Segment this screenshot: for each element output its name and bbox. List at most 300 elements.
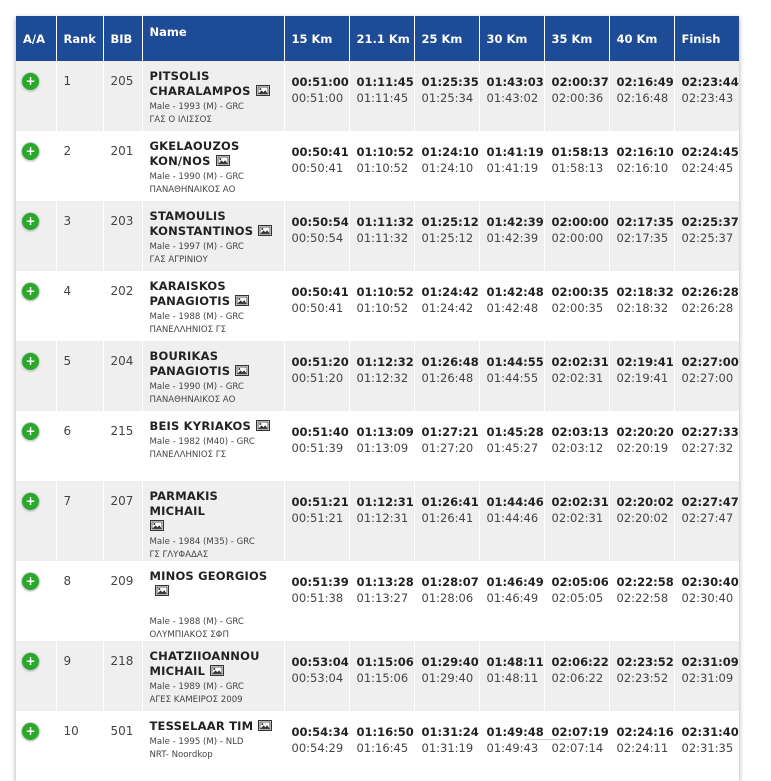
chip-time: 01:15:06 [356, 671, 409, 685]
split-cell [349, 711, 414, 781]
expand-row-button[interactable]: + [22, 423, 39, 440]
chip-time: 00:50:54 [291, 231, 344, 245]
split-cell [479, 711, 544, 781]
chip-time: 01:16:45 [356, 741, 409, 755]
results-table [16, 16, 739, 781]
rank-value: 10 [63, 724, 79, 738]
athlete-club: ΓΑΣ ΑΓΡΙΝΙΟΥ [149, 255, 208, 265]
athlete-details: Male - 1990 (M) - GRC [149, 382, 244, 392]
image-icon[interactable] [256, 85, 270, 100]
athlete-details: Male - 1982 (M40) - GRC [149, 437, 255, 447]
athlete-name[interactable] [150, 209, 278, 240]
col-header-name[interactable]: Name [142, 16, 284, 61]
expand-row-button[interactable]: + [22, 573, 39, 590]
chip-time: 01:25:34 [421, 91, 474, 105]
bib-cell [103, 561, 142, 641]
split-cell [284, 561, 349, 641]
split-cell [609, 481, 674, 561]
split-cell [544, 61, 609, 131]
athlete-name[interactable] [150, 489, 278, 535]
chip-time: 02:23:52 [616, 671, 669, 685]
gun-time: 01:42:48 [486, 285, 544, 299]
chip-time: 02:00:00 [551, 231, 604, 245]
split-cell [414, 131, 479, 201]
rank-value: 9 [63, 654, 72, 668]
athlete-club: NRT- Noordkop [149, 750, 213, 760]
expand-row-button[interactable]: + [22, 653, 39, 670]
table-row [16, 411, 739, 481]
name-cell [142, 411, 284, 481]
col-header-rank[interactable]: Rank [56, 16, 103, 61]
gun-time: 00:51:40 [291, 425, 349, 439]
chip-time: 02:19:41 [616, 371, 669, 385]
split-cell [414, 561, 479, 641]
athlete-name[interactable] [150, 279, 278, 310]
split-cell [674, 481, 739, 561]
image-icon[interactable] [256, 420, 270, 435]
rank-value: 2 [63, 144, 72, 158]
split-cell [479, 641, 544, 711]
split-cell [544, 131, 609, 201]
split-cell [349, 61, 414, 131]
athlete-name-line: GKELAOUZOS [149, 139, 240, 153]
chip-time: 00:51:20 [291, 371, 344, 385]
split-cell [609, 201, 674, 271]
split-cell [674, 561, 739, 641]
split-cell [674, 711, 739, 781]
athlete-details: Male - 1988 (M) - GRC [149, 312, 244, 322]
athlete-name[interactable] [150, 569, 278, 615]
gun-time: 00:50:41 [291, 145, 349, 159]
bib-value: 501 [110, 724, 134, 738]
rank-value: 4 [63, 284, 72, 298]
chip-time: 01:12:31 [356, 511, 409, 525]
split-cell [674, 201, 739, 271]
image-icon[interactable] [210, 665, 224, 680]
chip-time: 01:26:41 [421, 511, 474, 525]
gun-time: 01:10:52 [356, 145, 414, 159]
col-header-40km[interactable]: 40 Km [609, 16, 674, 61]
gun-time: 00:54:34 [291, 725, 349, 739]
athlete-club: ΓΣ ΓΛΥΦΑΔΑΣ [149, 550, 209, 560]
bib-cell [103, 411, 142, 481]
split-cell [414, 341, 479, 411]
chip-time: 02:18:32 [616, 301, 669, 315]
table-row [16, 641, 739, 711]
gun-time: 02:17:35 [616, 215, 674, 229]
gun-time: 02:00:00 [551, 215, 609, 229]
gun-time: 01:26:41 [421, 495, 479, 509]
results-body [16, 61, 739, 781]
chip-time: 00:51:00 [291, 91, 344, 105]
aa-cell [16, 641, 56, 711]
aa-cell [16, 201, 56, 271]
gun-time: 02:18:32 [616, 285, 674, 299]
split-cell [609, 271, 674, 341]
split-cell [284, 201, 349, 271]
name-cell [142, 341, 284, 411]
gun-time: 01:41:19 [486, 145, 544, 159]
expand-row-button[interactable]: + [22, 493, 39, 510]
chip-time: 01:42:39 [486, 231, 539, 245]
athlete-name[interactable] [150, 349, 278, 380]
rank-value: 7 [63, 494, 72, 508]
name-cell [142, 131, 284, 201]
bib-value: 205 [110, 74, 134, 88]
gun-time: 02:24:16 [616, 725, 674, 739]
split-cell [349, 201, 414, 271]
split-cell [349, 411, 414, 481]
split-cell [349, 131, 414, 201]
athlete-details: Male - 1997 (M) - GRC [149, 242, 244, 252]
bib-cell [103, 641, 142, 711]
col-header-21km[interactable]: 21.1 Km [349, 16, 414, 61]
chip-time: 01:49:43 [486, 741, 539, 755]
gun-time: 01:13:28 [356, 575, 414, 589]
chip-time: 01:10:52 [356, 161, 409, 175]
image-icon[interactable] [235, 295, 249, 310]
chip-time: 01:24:42 [421, 301, 474, 315]
rank-cell [56, 61, 103, 131]
gun-time: 02:20:20 [616, 425, 674, 439]
split-cell [349, 341, 414, 411]
bib-cell [103, 481, 142, 561]
split-cell [414, 711, 479, 781]
gun-time: 02:31:40 [681, 725, 739, 739]
aa-cell [16, 61, 56, 131]
athlete-name[interactable] [150, 649, 278, 680]
gun-time: 01:43:03 [486, 75, 544, 89]
split-cell [609, 561, 674, 641]
athlete-name-line: PARMAKIS MICHAIL [149, 489, 219, 518]
col-header-30km[interactable]: 30 Km [479, 16, 544, 61]
col-header-15km[interactable]: 15 Km [284, 16, 349, 61]
athlete-details: Male - 1995 (M) - NLD [149, 737, 244, 747]
gun-time: 01:42:39 [486, 215, 544, 229]
gun-time: 01:11:32 [356, 215, 414, 229]
athlete-club: ΓΑΣ Ο ΙΛΙΣΣΟΣ [149, 115, 212, 125]
athlete-name-line: CHATZIIOANNOU [149, 649, 260, 663]
gun-time: 01:25:12 [421, 215, 479, 229]
chip-time: 02:17:35 [616, 231, 669, 245]
split-cell [544, 341, 609, 411]
gun-time: 01:44:46 [486, 495, 544, 509]
chip-time: 02:27:47 [681, 511, 734, 525]
image-icon[interactable] [258, 720, 272, 735]
split-cell [414, 271, 479, 341]
gun-time: 02:03:13 [551, 425, 609, 439]
image-icon[interactable] [216, 155, 230, 170]
split-cell [284, 341, 349, 411]
gun-time: 01:25:35 [421, 75, 479, 89]
athlete-club: ΠΑΝΕΛΛΗΝΙΟΣ ΓΣ [149, 325, 227, 335]
gun-time: 02:06:22 [551, 655, 609, 669]
split-cell [544, 201, 609, 271]
chip-time: 01:41:19 [486, 161, 539, 175]
table-row [16, 481, 739, 561]
split-cell [414, 481, 479, 561]
athlete-club: ΠΑΝΑΘΗΝΑΙΚΟΣ ΑΟ [149, 395, 236, 405]
gun-time: 02:23:44 [681, 75, 739, 89]
aa-cell [16, 341, 56, 411]
split-cell [284, 271, 349, 341]
rank-cell [56, 641, 103, 711]
split-cell [479, 271, 544, 341]
expand-row-button[interactable]: + [22, 283, 39, 300]
aa-cell [16, 561, 56, 641]
athlete-name-line: CHARALAMPOS [149, 84, 251, 98]
bib-value: 215 [110, 424, 134, 438]
aa-cell [16, 711, 56, 781]
rank-cell [56, 481, 103, 561]
chip-time: 01:28:06 [421, 591, 474, 605]
chip-time: 02:16:48 [616, 91, 669, 105]
gun-time: 02:07:19 [551, 725, 609, 739]
athlete-details: Male - 1990 (M) - GRC [149, 172, 244, 182]
expand-row-button[interactable]: + [22, 73, 39, 90]
col-header-25km[interactable]: 25 Km [414, 16, 479, 61]
chip-time: 02:24:45 [681, 161, 734, 175]
chip-time: 02:24:11 [616, 741, 669, 755]
chip-time: 01:11:32 [356, 231, 409, 245]
split-cell [479, 201, 544, 271]
athlete-name[interactable] [150, 69, 278, 100]
athlete-name-line: BEIS KYRIAKOS [149, 419, 252, 433]
gun-time: 01:49:48 [486, 725, 544, 739]
rank-cell [56, 201, 103, 271]
chip-time: 00:54:29 [291, 741, 344, 755]
gun-time: 02:25:37 [681, 215, 739, 229]
athlete-name-line: STAMOULIS [149, 209, 226, 223]
split-cell [609, 411, 674, 481]
gun-time: 00:51:00 [291, 75, 349, 89]
chip-time: 01:24:10 [421, 161, 474, 175]
name-cell [142, 481, 284, 561]
chip-time: 02:31:35 [681, 741, 734, 755]
gun-time: 02:27:33 [681, 425, 739, 439]
aa-cell [16, 481, 56, 561]
bib-cell [103, 201, 142, 271]
gun-time: 01:12:32 [356, 355, 414, 369]
expand-row-button[interactable]: + [22, 723, 39, 740]
rank-value: 6 [63, 424, 72, 438]
split-cell [414, 641, 479, 711]
rank-cell [56, 131, 103, 201]
athlete-club: ΠΑΝΕΛΛΗΝΙΟΣ ΓΣ [149, 450, 227, 460]
chip-time: 01:25:12 [421, 231, 474, 245]
chip-time: 01:46:49 [486, 591, 539, 605]
gun-time: 01:28:07 [421, 575, 479, 589]
rank-value: 5 [63, 354, 72, 368]
col-header-finish[interactable]: Finish [674, 16, 739, 61]
chip-time: 02:27:00 [681, 371, 734, 385]
athlete-name-line: TESSELAAR TIM [149, 719, 254, 733]
expand-row-button[interactable]: + [22, 143, 39, 160]
gun-time: 02:26:28 [681, 285, 739, 299]
gun-time: 02:02:31 [551, 495, 609, 509]
bib-value: 209 [110, 574, 134, 588]
gun-time: 02:30:40 [681, 575, 739, 589]
name-cell [142, 711, 284, 781]
bib-cell [103, 711, 142, 781]
gun-time: 02:19:41 [616, 355, 674, 369]
athlete-name-line: PANAGIOTIS [149, 294, 231, 308]
split-cell [674, 131, 739, 201]
gun-time: 01:15:06 [356, 655, 414, 669]
aa-cell [16, 411, 56, 481]
bib-value: 207 [110, 494, 134, 508]
chip-time: 01:13:27 [356, 591, 409, 605]
chip-time: 02:03:12 [551, 441, 604, 455]
rank-cell [56, 711, 103, 781]
expand-row-button[interactable]: + [22, 213, 39, 230]
split-cell [479, 61, 544, 131]
split-cell [674, 411, 739, 481]
split-cell [479, 131, 544, 201]
bib-value: 201 [110, 144, 134, 158]
chip-time: 02:05:05 [551, 591, 604, 605]
split-cell [544, 411, 609, 481]
chip-time: 00:51:38 [291, 591, 344, 605]
athlete-club: ΟΛΥΜΠΙΑΚΟΣ ΣΦΠ [149, 630, 229, 640]
chip-time: 01:43:02 [486, 91, 539, 105]
gun-time: 02:05:06 [551, 575, 609, 589]
chip-time: 02:00:35 [551, 301, 604, 315]
split-cell [414, 61, 479, 131]
col-header-35km[interactable]: 35 Km [544, 16, 609, 61]
split-cell [284, 131, 349, 201]
athlete-details: Male - 1988 (M) - GRC [149, 617, 244, 627]
chip-time: 02:31:09 [681, 671, 734, 685]
athlete-name-line: MICHAIL [149, 664, 206, 678]
bib-cell [103, 341, 142, 411]
bottom-divider [525, 739, 585, 744]
image-icon[interactable] [235, 365, 249, 380]
rank-value: 8 [63, 574, 72, 588]
gun-time: 02:16:10 [616, 145, 674, 159]
athlete-club: ΑΓΕΣ ΚΑΜΕΙΡΟΣ 2009 [149, 695, 243, 705]
bib-cell [103, 131, 142, 201]
image-icon[interactable] [155, 585, 169, 600]
chip-time: 01:45:27 [486, 441, 539, 455]
athlete-details: Male - 1984 (M35) - GRC [149, 537, 255, 547]
split-cell [414, 201, 479, 271]
col-header-bib[interactable]: BIB [103, 16, 142, 61]
chip-time: 01:13:09 [356, 441, 409, 455]
gun-time: 02:22:58 [616, 575, 674, 589]
chip-time: 00:50:41 [291, 161, 344, 175]
split-cell [609, 641, 674, 711]
split-cell [609, 61, 674, 131]
split-cell [479, 481, 544, 561]
chip-time: 02:27:32 [681, 441, 734, 455]
chip-time: 00:51:39 [291, 441, 344, 455]
split-cell [544, 561, 609, 641]
gun-time: 01:24:42 [421, 285, 479, 299]
chip-time: 01:31:19 [421, 741, 474, 755]
athlete-name[interactable] [150, 139, 278, 170]
chip-time: 02:00:36 [551, 91, 604, 105]
gun-time: 01:45:28 [486, 425, 544, 439]
chip-time: 02:25:37 [681, 231, 734, 245]
gun-time: 01:44:55 [486, 355, 544, 369]
chip-time: 01:48:11 [486, 671, 539, 685]
gun-time: 02:27:00 [681, 355, 739, 369]
chip-time: 01:44:55 [486, 371, 539, 385]
chip-time: 02:23:43 [681, 91, 734, 105]
rank-cell [56, 271, 103, 341]
col-header-aa[interactable]: A/A [16, 16, 56, 61]
gun-time: 00:51:39 [291, 575, 349, 589]
athlete-name-line: PANAGIOTIS [149, 364, 231, 378]
name-cell [142, 271, 284, 341]
split-cell [349, 561, 414, 641]
gun-time: 01:24:10 [421, 145, 479, 159]
athlete-name[interactable] [150, 719, 278, 735]
athlete-name-line: MINOS GEORGIOS [149, 569, 268, 583]
gun-time: 01:12:31 [356, 495, 414, 509]
split-cell [479, 561, 544, 641]
chip-time: 02:20:02 [616, 511, 669, 525]
chip-time: 01:42:48 [486, 301, 539, 315]
gun-time: 00:53:04 [291, 655, 349, 669]
chip-time: 02:06:22 [551, 671, 604, 685]
table-row [16, 711, 739, 781]
split-cell [544, 641, 609, 711]
bib-cell [103, 61, 142, 131]
expand-row-button[interactable]: + [22, 353, 39, 370]
chip-time: 01:10:52 [356, 301, 409, 315]
gun-time: 02:24:45 [681, 145, 739, 159]
image-icon[interactable] [150, 520, 164, 535]
athlete-name-line: BOURIKAS [149, 349, 219, 363]
split-cell [674, 271, 739, 341]
name-cell [142, 201, 284, 271]
gun-time: 02:31:09 [681, 655, 739, 669]
split-cell [284, 641, 349, 711]
split-cell [284, 61, 349, 131]
athlete-club: ΠΑΝΑΘΗΝΑΙΚΟΣ ΑΟ [149, 185, 236, 195]
image-icon[interactable] [258, 225, 272, 240]
chip-time: 00:51:21 [291, 511, 344, 525]
athlete-name[interactable] [150, 419, 278, 435]
chip-time: 01:11:45 [356, 91, 409, 105]
split-cell [349, 271, 414, 341]
gun-time: 01:58:13 [551, 145, 609, 159]
chip-time: 01:44:46 [486, 511, 539, 525]
gun-time: 00:50:54 [291, 215, 349, 229]
rank-value: 1 [63, 74, 72, 88]
split-cell [544, 481, 609, 561]
gun-time: 01:11:45 [356, 75, 414, 89]
gun-time: 01:31:24 [421, 725, 479, 739]
split-cell [349, 641, 414, 711]
gun-time: 00:51:20 [291, 355, 349, 369]
chip-time: 02:07:14 [551, 741, 604, 755]
split-cell [609, 341, 674, 411]
gun-time: 02:00:35 [551, 285, 609, 299]
split-cell [674, 61, 739, 131]
split-cell [479, 411, 544, 481]
chip-time: 02:02:31 [551, 511, 604, 525]
results-table-container [16, 16, 737, 781]
split-cell [349, 481, 414, 561]
split-cell [284, 481, 349, 561]
chip-time: 01:12:32 [356, 371, 409, 385]
split-cell [609, 131, 674, 201]
chip-time: 01:29:40 [421, 671, 474, 685]
chip-time: 02:16:10 [616, 161, 669, 175]
